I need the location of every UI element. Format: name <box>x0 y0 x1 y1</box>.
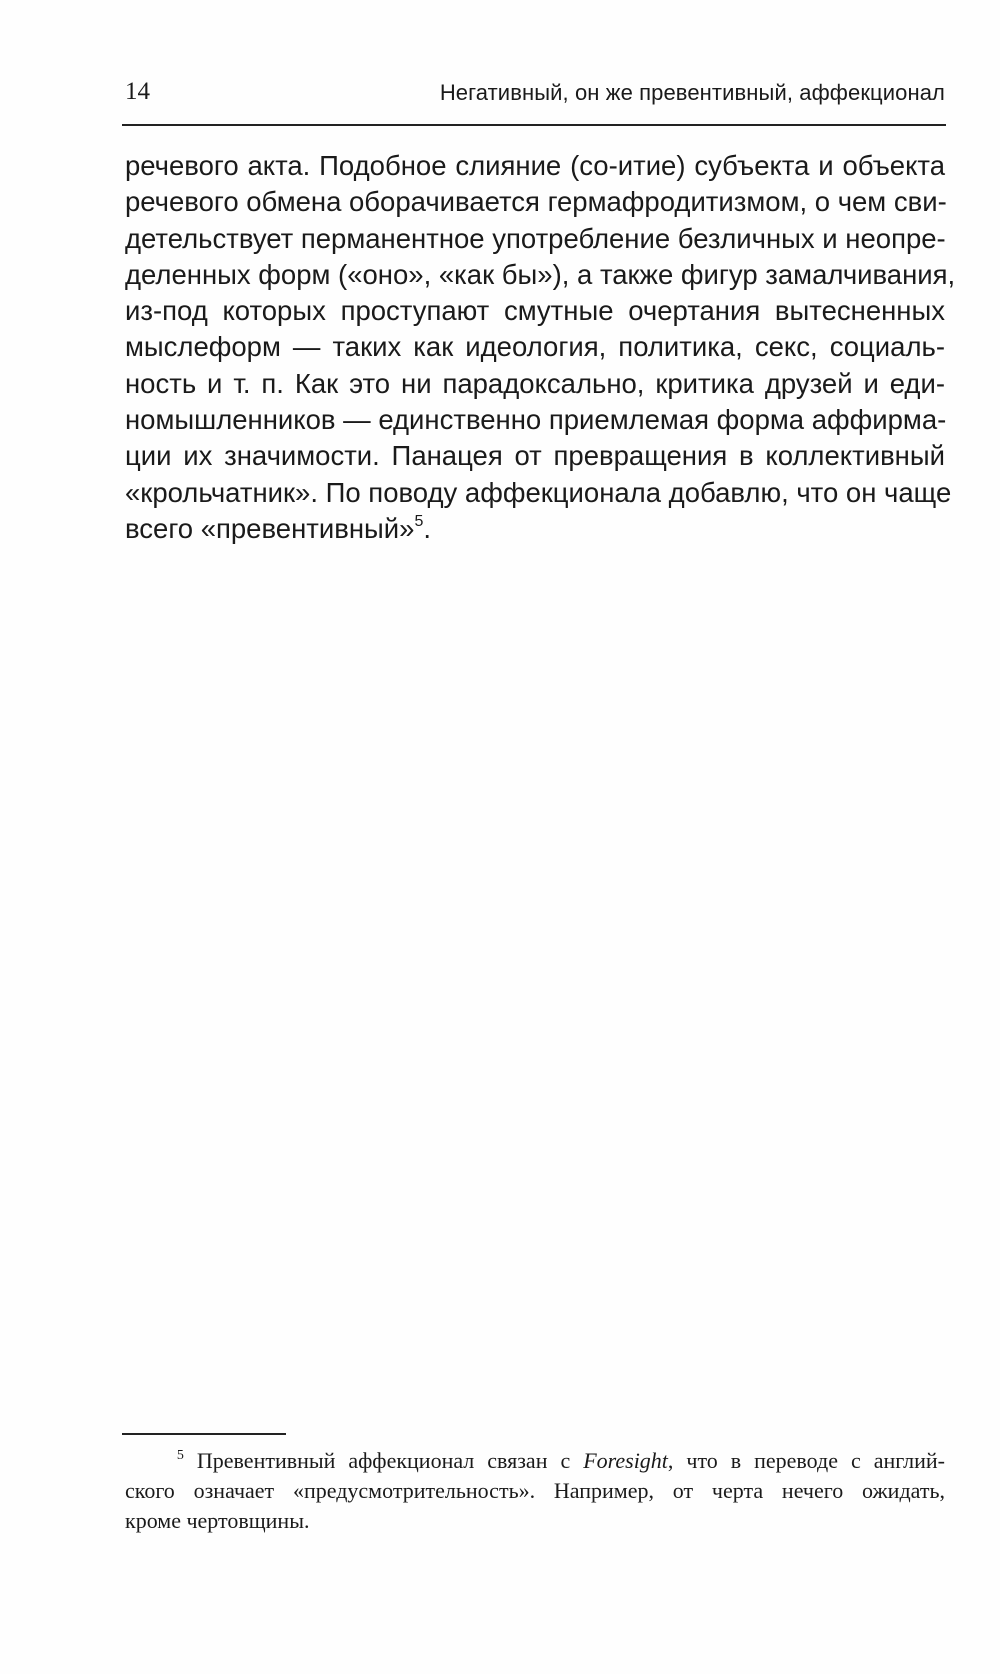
running-title: Негативный, он же превентивный, аффекционал <box>439 80 945 105</box>
text-line: речевого обмена оборачивается гермафродитизмом, о чем сви- <box>125 186 947 218</box>
text-line: деленных форм («оно», «как бы»), а также фигур замалчивания, <box>125 258 956 290</box>
text-line: «крольчатник». По поводу аффекционала добавлю, что он чаще <box>125 476 952 508</box>
text-line: речевого акта. Подобное слияние (со-итие) субъекта и объекта <box>125 150 945 181</box>
last-line-end: . <box>423 512 431 544</box>
page-number: 14 <box>125 78 150 105</box>
footnote-reference[interactable]: 5 <box>414 512 424 530</box>
footnote-line <box>125 1446 945 1476</box>
footnote-italic-term: Foresight <box>583 1448 668 1473</box>
header-rule <box>122 124 946 126</box>
body-paragraph <box>125 148 956 547</box>
footnote-rule <box>122 1433 286 1435</box>
running-header <box>125 72 945 112</box>
last-line-text: всего «превентивный» <box>125 512 415 544</box>
footnote-text: Превентивный аффекционал связан с <box>196 1448 584 1473</box>
footnote-text: , что в переводе с англий- <box>667 1448 946 1473</box>
text-line: мыслеформ — таких как идеология, политика, секс, социаль- <box>125 331 945 363</box>
text-line-last <box>125 511 945 547</box>
footnote <box>125 1446 945 1536</box>
text-line: ции их значимости. Панацея от превращения в коллективный <box>125 440 945 472</box>
footnote-line: кроме чертовщины. <box>125 1508 310 1533</box>
footnote-mark: 5 <box>176 1448 184 1463</box>
text-line: ность и т. п. Как это ни парадоксально, критика друзей и еди- <box>125 367 945 399</box>
text-line: из-под которых проступают смутные очертания вытесненных <box>125 295 945 327</box>
text-line: детельствует перманентное употребление безличных и неопре- <box>125 222 946 254</box>
footnote-line: ского означает «предусмотрительность». Например, от черта нечего ожидать, <box>125 1478 945 1503</box>
text-line: номышленников — единственно приемлемая форма аффирма- <box>125 404 947 436</box>
